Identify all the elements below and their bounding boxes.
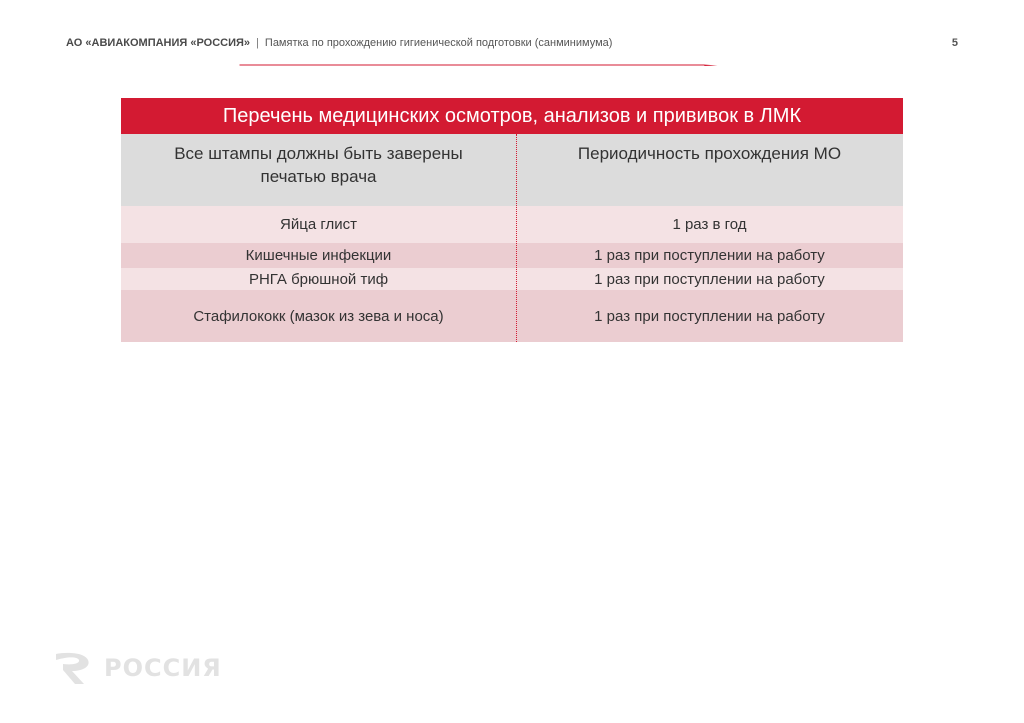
russia-logo xyxy=(54,650,222,686)
column-divider xyxy=(516,134,517,342)
exam-period-cell: 1 раз при поступлении на работу xyxy=(594,270,825,288)
exam-name-cell: Стафилококк (мазок из зева и носа) xyxy=(193,307,444,325)
page-number: 5 xyxy=(951,37,958,49)
table-row xyxy=(121,243,903,268)
header-red-line xyxy=(0,64,958,67)
company-name: АО «АВИАКОМПАНИЯ «РОССИЯ» xyxy=(66,37,251,49)
table-header-row xyxy=(121,134,903,206)
russia-airline-logo-icon xyxy=(54,650,94,686)
table-row xyxy=(121,268,903,290)
header-subtitle: Памятка по прохождению гигиенической подготовки (санминимума) xyxy=(264,37,613,49)
slide-header xyxy=(66,37,958,55)
table-row xyxy=(121,290,903,342)
header-separator: | xyxy=(256,37,259,49)
exam-name-cell: РНГА брюшной тиф xyxy=(248,270,389,288)
exam-period-cell: 1 раз при поступлении на работу xyxy=(594,247,825,264)
medical-exams-table xyxy=(121,98,903,342)
exam-period-cell: 1 раз при поступлении на работу xyxy=(594,307,825,325)
table-title: Перечень медицинских осмотров, анализов и прививок в ЛМК xyxy=(121,98,903,134)
column-header-stamps: Все штампы должны быть заверены печатью врача xyxy=(174,144,463,186)
exam-name-cell: Кишечные инфекции xyxy=(245,247,392,264)
logo-text: РОССИЯ xyxy=(104,654,222,682)
column-header-periodicity: Периодичность прохождения МО xyxy=(577,144,842,163)
exam-name-cell: Яйца глист xyxy=(280,216,357,233)
table-row xyxy=(121,206,903,243)
exam-period-cell: 1 раз в год xyxy=(672,216,747,233)
